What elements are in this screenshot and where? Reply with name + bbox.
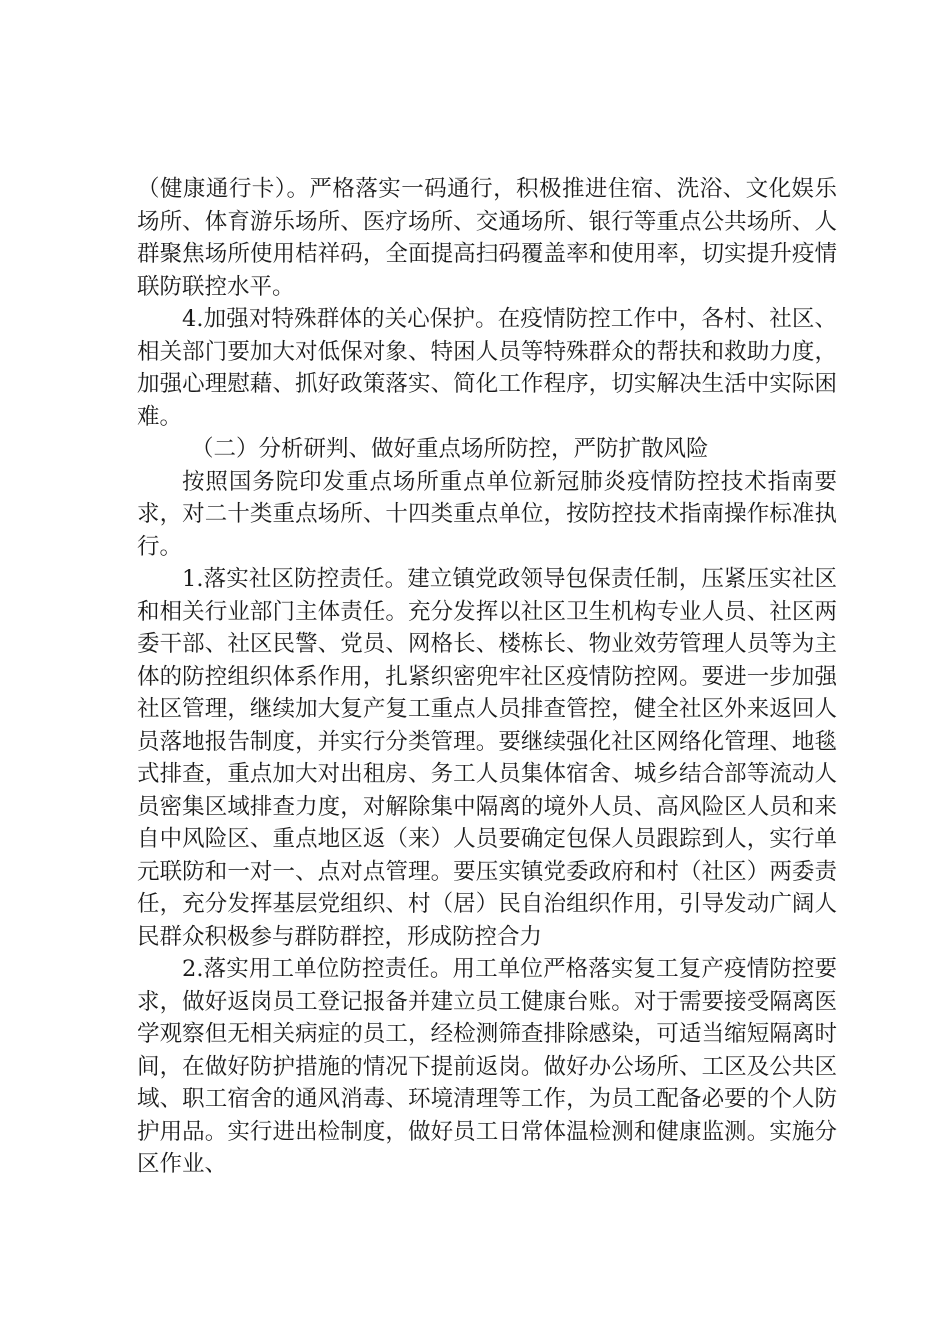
paragraph-continuation: （健康通行卡）。严格落实一码通行，积极推进住宿、洗浴、文化娱乐场所、体育游乐场所、医疗场所、交通场所、银行等重点公共场所、人群聚焦场所使用桔祥码，全面提高扫码覆盖率和使用率，切实提升疫情联防联控水平。 [137, 176, 837, 300]
paragraph-employer-control: 2.落实用工单位防控责任。用工单位严格落实复工复产疫情防控要求，做好返岗员工登记报备并建立员工健康台账。对于需要接受隔离医学观察但无相关病症的员工，经检测筛查排除感染，可适当缩短隔离时间，在做好防护措施的情况下提前返岗。做好办公场所、工区及公共区域、职工宿舍的通风消毒、环境清理等工作，为员工配备必要的个人防护用品。实行进出检制度，做好员工日常体温检测和健康监测。实施分区作业、 [137, 956, 837, 1177]
document-body [137, 173, 837, 1181]
paragraph-community-control: 1.落实社区防控责任。建立镇党政领导包保责任制，压紧压实社区和相关行业部门主体责任。充分发挥以社区卫生机构专业人员、社区两委干部、社区民警、党员、网格长、楼栋长、物业效劳管理人员等为主体的防控组织体系作用，扎紧织密兜牢社区疫情防控网。要进一步加强社区管理，继续加大复产复工重点人员排查管控，健全社区外来返回人员落地报告制度，并实行分类管理。要继续强化社区网络化管理、地毯式排查，重点加大对出租房、务工人员集体宿舍、城乡结合部等流动人员密集区域排查力度，对解除集中隔离的境外人员、高风险区人员和来自中风险区、重点地区返（来）人员要确定包保人员跟踪到人，实行单元联防和一对一、点对点管理。要压实镇党委政府和村（社区）两委责任，充分发挥基层党组织、村（居）民自治组织作用，引导发动广阔人民群众积极参与群防群控，形成防控合力 [137, 566, 837, 950]
section-heading: （二）分析研判、做好重点场所防控，严防扩散风险 [191, 436, 709, 462]
paragraph-guidelines: 按照国务院印发重点场所重点单位新冠肺炎疫情防控技术指南要求，对二十类重点场所、十四类重点单位，按防控技术指南操作标准执行。 [137, 468, 837, 560]
paragraph-special-groups: 4.加强对特殊群体的关心保护。在疫情防控工作中，各村、社区、相关部门要加大对低保对象、特困人员等特殊群众的帮扶和救助力度，加强心理慰藉、抓好政策落实、简化工作程序，切实解决生活中实际困难。 [137, 306, 837, 430]
